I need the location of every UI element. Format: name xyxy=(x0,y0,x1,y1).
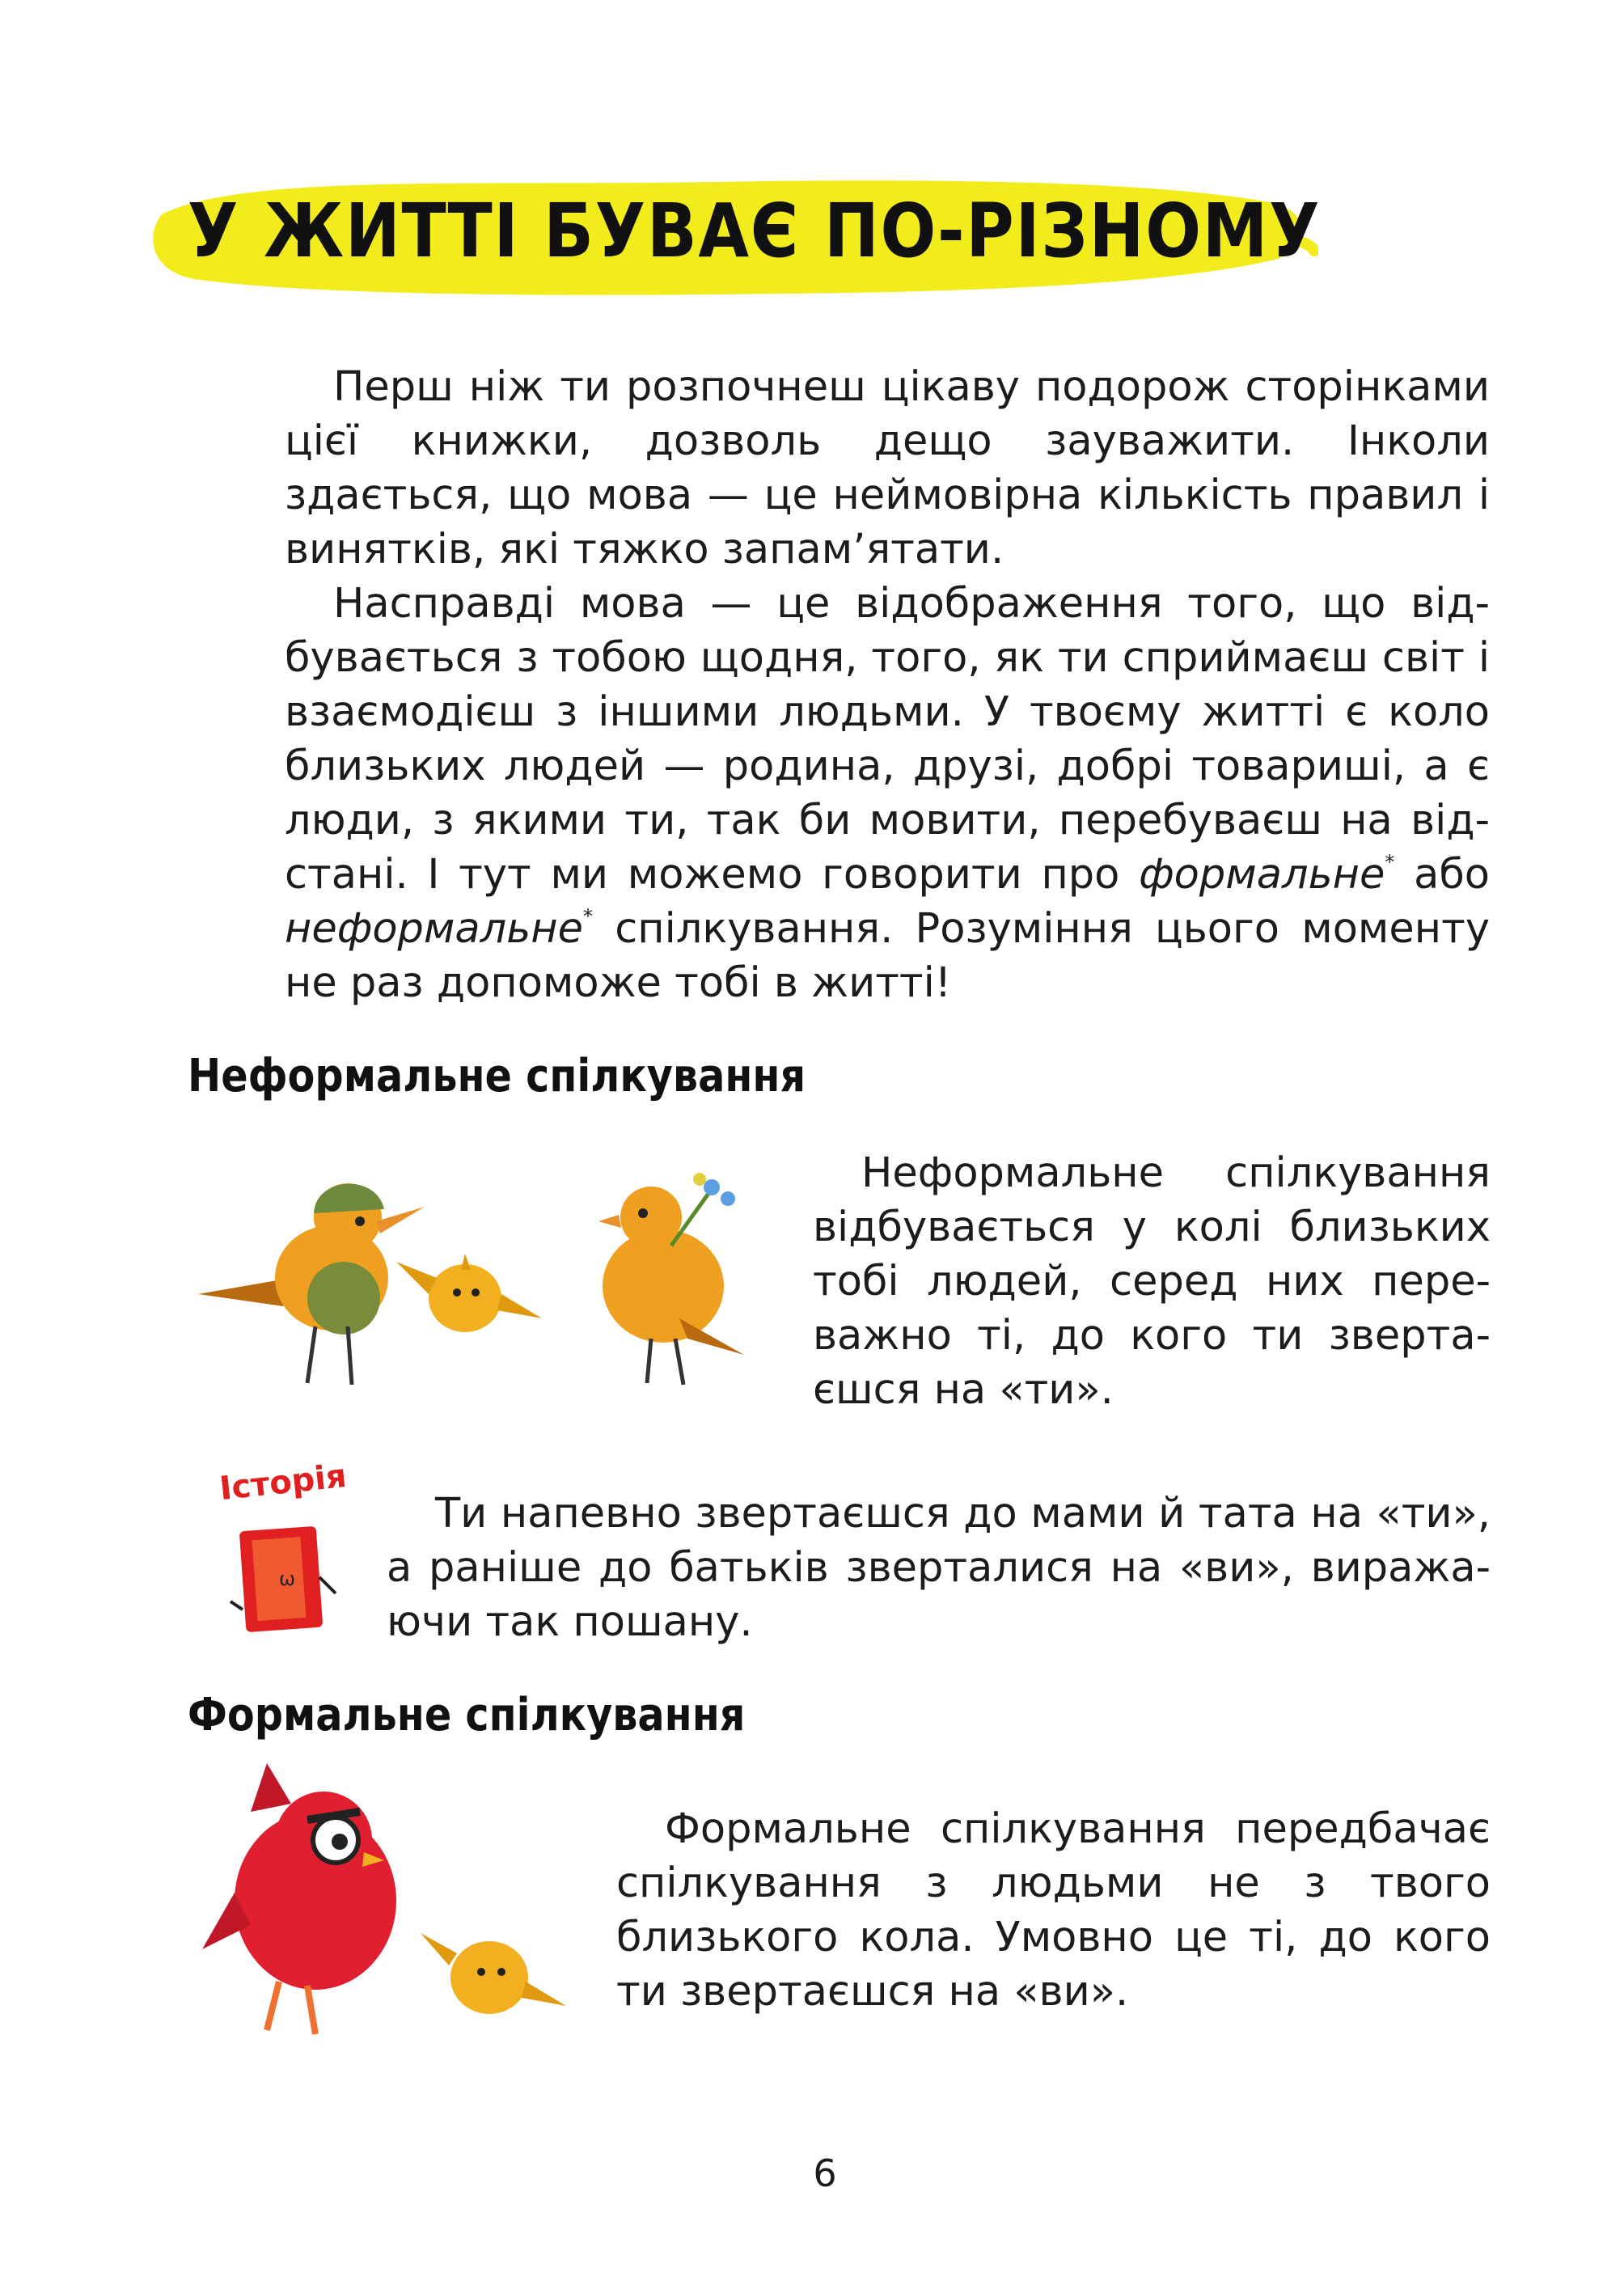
informal-paragraph: Неформальне спілкування відбувається у колі близьких тобі людей, серед них переважно ті, до кого ти звертаєшся на «ти». xyxy=(813,1149,1491,1414)
page-title: У ЖИТТІ БУВАЄ ПО-РІЗНОМУ xyxy=(188,188,1322,274)
book-character-icon xyxy=(206,1464,360,1646)
three-birds-illustration xyxy=(194,1157,776,1399)
formal-description xyxy=(616,1802,1491,2019)
red-owl-icon xyxy=(202,1763,396,2034)
intro-paragraph-2-start: Насправді мова — це відображення того, що відбувається з тобою щодня, того, як ти сприймаєш світ і взаємодієш з іншими людьми. У твоєму житті є коло близьких людей — родина, друзі, добрі товариші, а є люди, з якими ти, так би мовити, перебуваєш на відстані. І тут ми можемо говорити про xyxy=(285,580,1490,899)
term-informal: неформальне xyxy=(285,905,584,953)
page-number: 6 xyxy=(813,2151,837,2195)
term-formal: формальне xyxy=(1139,851,1385,899)
heading-formal-communication: Формальне спілкування xyxy=(188,1689,746,1741)
formal-paragraph: Формальне спілкування передбачає спілкування з людьми не з твого близького кола. Умовно це ті, до кого ти звертаєшся на «ви». xyxy=(616,1805,1491,2016)
intro-paragraph-2-end: спілкування. Розуміння цього моменту не раз допоможе тобі в житті! xyxy=(285,905,1490,1007)
history-label: Історія xyxy=(218,1457,349,1508)
informal-description xyxy=(813,1146,1491,1417)
chick-icon xyxy=(396,1254,542,1332)
intro-paragraph-2 xyxy=(285,577,1490,1010)
svg-text:ω: ω xyxy=(279,1567,296,1590)
soldier-bird-icon xyxy=(198,1183,425,1385)
intro-section xyxy=(285,360,1490,1010)
or-word: або xyxy=(1414,851,1490,899)
history-description xyxy=(387,1487,1491,1649)
footnote-asterisk: * xyxy=(583,905,594,928)
owl-and-chick-illustration xyxy=(202,1763,582,2054)
heading-informal-communication: Неформальне спілкування xyxy=(188,1050,806,1102)
footnote-asterisk: * xyxy=(1385,851,1395,874)
intro-paragraph-1: Перш ніж ти розпочнеш цікаву подорож сторінками цієї книжки, дозволь дещо зауважити. Інколи здається, що мова — це неймовірна кількість правил і винятків, які тяжко запам’ятати. xyxy=(285,363,1490,573)
history-paragraph: Ти напевно звертаєшся до мами й тата на «ти», а раніше до батьків зверталися на «ви», виражаючи так пошану. xyxy=(387,1490,1491,1646)
history-badge xyxy=(206,1457,360,1646)
bird-with-flowers-icon xyxy=(598,1173,744,1385)
chick-icon xyxy=(421,1933,566,2014)
